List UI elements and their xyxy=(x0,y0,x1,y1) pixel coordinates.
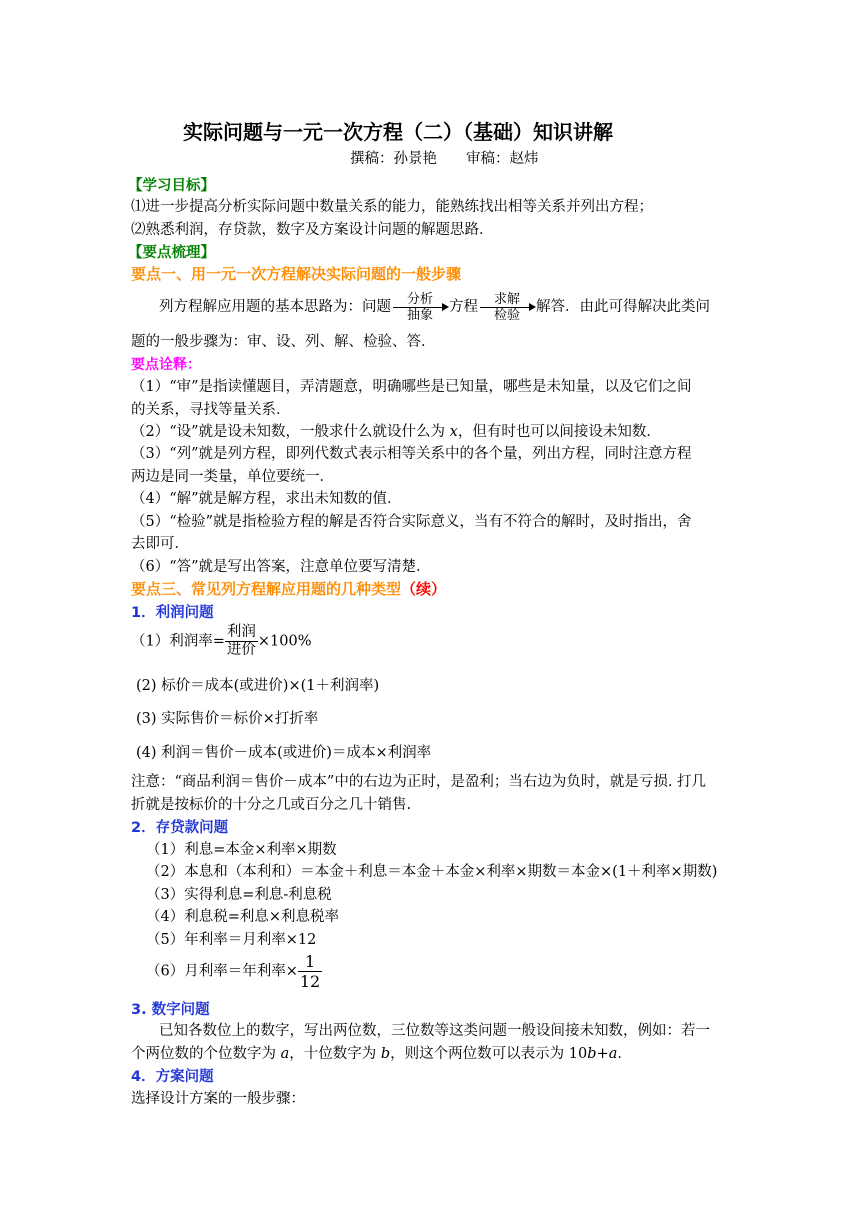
profit-note-line2: 折就是按标价的十分之几或百分之几十销售. xyxy=(131,797,412,813)
digits-plus: + xyxy=(596,1046,609,1062)
thinking-flow xyxy=(159,290,710,324)
note-5-line1: （5）“检验”就是指检验方程的解是否符合实际意义，当有不符合的解时，及时指出，舍 xyxy=(131,514,692,530)
deposit-heading: 2．存贷款问题 xyxy=(131,820,229,836)
profit-formula-4: (4) 利润＝售价－成本(或进价)＝成本×利润率 xyxy=(136,745,432,761)
objectives-heading: 【学习目标】 xyxy=(128,178,215,194)
plan-heading: 4．方案问题 xyxy=(131,1069,214,1085)
profit-formula-3: (3) 实际售价＝标价×打折率 xyxy=(136,711,319,727)
profit-note-line1: 注意：“商品利润＝售价－成本”中的右边为正时，是盈利；当右边为负时，就是亏损. 打几 xyxy=(131,774,707,790)
note-3-line2: 两边是同一类量，单位要统一． xyxy=(131,469,334,485)
note-3-line1: （3）“列”就是列方程，即列代数式表示相等关系中的各个量，列出方程，同时注意方程 xyxy=(131,446,692,462)
arrow-analyze-bottom: 抽象 xyxy=(406,307,433,323)
note-6: （6）“答”就是写出答案，注意单位要写清楚． xyxy=(131,559,431,575)
monthly-rate-fraction xyxy=(298,952,322,991)
deposit-item-4: （4）利息税=利息×利息税率 xyxy=(146,909,340,925)
profit-rate-fraction xyxy=(225,624,258,659)
objective-1: ⑴进一步提高分析实际问题中数量关系的能力，能熟练找出相等关系并列出方程； xyxy=(131,199,653,215)
deposit-item-2: （2）本息和（本利和）＝本金＋利息＝本金＋本金×利率×期数＝本金×(1＋利率×期数) xyxy=(146,864,718,880)
arrow-solve xyxy=(478,292,536,323)
arrow-right-icon xyxy=(480,307,534,308)
digits-var-a: a xyxy=(280,1046,290,1062)
summary-heading: 【要点梳理】 xyxy=(128,245,215,261)
arrow-solve-top: 求解 xyxy=(493,291,520,307)
digits-end: ． xyxy=(617,1046,632,1062)
point3-heading xyxy=(131,578,446,599)
profit-f1-num: 利润 xyxy=(226,624,256,640)
profit-heading: 1．利润问题 xyxy=(131,605,214,621)
arrow-right-icon xyxy=(393,307,447,308)
digits-l2-b: ，十位数字为 xyxy=(289,1046,381,1062)
note-2 xyxy=(131,421,661,443)
note-2-a: （2）“设”就是设未知数，一般求什么就设什么为 xyxy=(131,424,450,440)
notes-heading: 要点诠释： xyxy=(131,357,201,373)
note-4: （4）“解”就是解方程，求出未知数的值． xyxy=(131,491,402,507)
page-title: 实际问题与一元一次方程（二）（基础）知识讲解 xyxy=(183,120,613,144)
digits-line2 xyxy=(131,1043,632,1065)
steps-line: 题的一般步骤为：审、设、列、解、检验、答． xyxy=(131,334,436,350)
profit-f1-tail: ×100% xyxy=(257,633,312,650)
plan-line1: 选择设计方案的一般步骤： xyxy=(131,1091,305,1107)
digits-expr-a: a xyxy=(608,1046,618,1062)
deposit-item-5: （5）年利率＝月利率×12 xyxy=(146,932,317,948)
flow-text-equation: 方程 xyxy=(449,299,478,315)
deposit-item-1: （1）利息=本金×利率×期数 xyxy=(146,842,337,858)
profit-formula-2: (2) 标价＝成本(或进价)×(1＋利润率) xyxy=(136,678,380,694)
note-2-x: x xyxy=(449,424,458,440)
digits-var-b: b xyxy=(380,1046,391,1062)
note-1-line2: 的关系，寻找等量关系． xyxy=(131,402,291,418)
flow-text-problem: 列方程解应用题的基本思路为：问题 xyxy=(159,299,391,315)
arrow-solve-bottom: 检验 xyxy=(493,307,520,323)
digits-expr-b: b xyxy=(587,1046,597,1062)
deposit-item-6-num: 1 xyxy=(298,952,322,972)
authors-line: 撰稿：孙景艳 审稿：赵炜 xyxy=(350,151,539,167)
note-5-line2: 去即可． xyxy=(131,536,189,552)
objective-2: ⑵熟悉利润，存贷款，数字及方案设计问题的解题思路． xyxy=(131,222,494,238)
digits-line1: 已知各数位上的数字，写出两位数，三位数等这类问题一般设间接未知数，例如：若一 xyxy=(159,1023,710,1039)
deposit-item-6-label: （6）月利率＝年利率× xyxy=(146,963,298,980)
arrow-analyze-top: 分析 xyxy=(406,291,433,307)
digits-l2-a: 个两位数的个位数字为 xyxy=(131,1046,281,1062)
profit-f1-label: （1）利润率= xyxy=(131,633,225,650)
digits-heading: 3. 数字问题 xyxy=(131,1002,210,1018)
deposit-item-6-den: 12 xyxy=(299,972,321,991)
deposit-item-6 xyxy=(146,952,322,991)
deposit-item-3: （3）实得利息=利息-利息税 xyxy=(146,887,332,903)
note-1-line1: （1）“审”是指读懂题目，弄清题意，明确哪些是已知量，哪些是未知量，以及它们之间 xyxy=(131,379,692,395)
profit-f1-den: 进价 xyxy=(226,642,256,658)
note-2-b: ，但有时也可以间接设未知数． xyxy=(457,424,661,440)
point3-heading-main: 要点三、常见列方程解应用题的几种类型 xyxy=(131,580,402,598)
arrow-analyze xyxy=(391,292,449,323)
profit-formula-1 xyxy=(131,624,311,659)
digits-l2-c: ，则这个两位数可以表示为 10 xyxy=(390,1046,588,1062)
point3-heading-cont: （续） xyxy=(401,580,447,598)
flow-text-answer: 解答．由此可得解决此类问 xyxy=(536,299,710,315)
point1-heading: 要点一、用一元一次方程解决实际问题的一般步骤 xyxy=(131,265,462,283)
